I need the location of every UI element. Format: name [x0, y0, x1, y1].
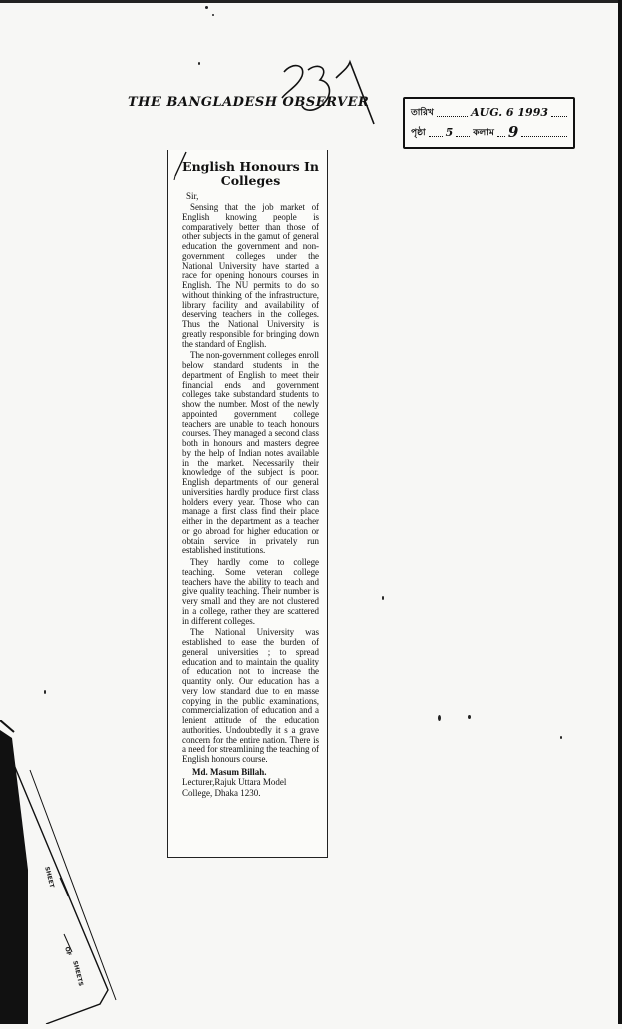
headline-line-1: English Honours In [182, 159, 319, 174]
article-paragraph: The National University was established to ease the burden of general universities ; to spread education and to maintain the quality of education not to increase the quantity only. Our education has a very low standard due to en masse copying in the public examinations, commercialization of education and a lenient attitude of the education authorities. Undoubtedly it s a grave concern for the entire nation. There is a need for streamlining the teaching of English honours course. [182, 627, 319, 764]
stamp-page-label: পৃষ্ঠা [411, 127, 426, 138]
headline-line-2: Colleges [220, 173, 281, 188]
scan-speck [438, 715, 441, 721]
article-body [182, 203, 319, 765]
stamp-dots [429, 128, 443, 137]
stamp-dots [521, 128, 567, 137]
scan-speck [468, 715, 471, 719]
stamp-page-value: 5 [445, 125, 454, 139]
stamp-date-value: AUG. 6 1993 [471, 105, 548, 119]
scan-speck [560, 736, 562, 739]
stamp-dots [456, 128, 470, 137]
scan-speck [382, 596, 384, 600]
handwritten-file-number [278, 58, 378, 128]
newspaper-clipping [167, 150, 328, 858]
stamp-page-row [411, 122, 567, 142]
stamp-column-label: কলাম [473, 127, 494, 138]
signature-title: Lecturer,Rajuk Uttara Model [182, 777, 287, 788]
filing-form-corner [0, 720, 120, 1024]
stamp-dots [551, 108, 567, 117]
scan-speck [212, 14, 214, 16]
stamp-date-row [411, 102, 567, 122]
form-sheets-label: SHEETS [71, 960, 85, 987]
stamp-date-label: তারিখ [411, 107, 434, 118]
scan-right-edge [618, 0, 622, 1024]
stamp-column-value: 9 [507, 123, 519, 141]
signature-name: Md. Masum Billah. [192, 766, 267, 777]
form-of-label: OF [63, 946, 73, 957]
article-paragraph: They hardly come to college teaching. Some veteran college teachers have the ability to teach and give quality teaching. Their number is very small and they are not clustered in a college, rather they are scattered in different colleges. [182, 557, 319, 626]
stamp-dots [497, 128, 505, 137]
signature-address: College, Dhaka 1230. [182, 787, 261, 798]
date-stamp [403, 97, 575, 149]
article-headline [182, 160, 319, 188]
article-paragraph: Sensing that the job market of English knowing people is comparatively better than those of other subjects in the gamut of general education the government and non-government colleges under the National University have started a race for opening honours courses in English. The NU permits to do so without thinking of the infrastructure, library facility and availability of deserving teachers in the colleges. Thus the National University is greatly responsible for bringing down the standard of English. [182, 202, 319, 349]
article-paragraph: The non-government colleges enroll below standard students in the department of English to meet their financial ends and government colleges take substandard students to show the number. Most of the newly appointed government college teachers are unable to teach honours courses. They managed a second class both in honours and masters degree by the help of Indian notes available in the market. Necessarily their knowledge of the subject is poor. English departments of our general universities hardly produce first class holders every year. Those who can manage a first class find their place either in the department as a teacher or go abroad for higher education or obtain service in privately run established institutions. [182, 350, 320, 556]
stamp-dots [437, 108, 468, 117]
form-sheet-label: SHEET [43, 866, 56, 889]
scan-speck [205, 6, 208, 9]
form-corner-drawing [0, 720, 120, 1024]
scan-top-edge [0, 0, 622, 3]
handwritten-number-drawing [278, 58, 378, 128]
scan-speck [198, 62, 200, 65]
article-signature [182, 767, 319, 799]
clipping-corner-tear [172, 150, 192, 180]
newspaper-masthead: THE BANGLADESH OBSERVER [128, 95, 370, 110]
article-salutation: Sir, [186, 191, 199, 201]
scan-speck [44, 690, 46, 694]
